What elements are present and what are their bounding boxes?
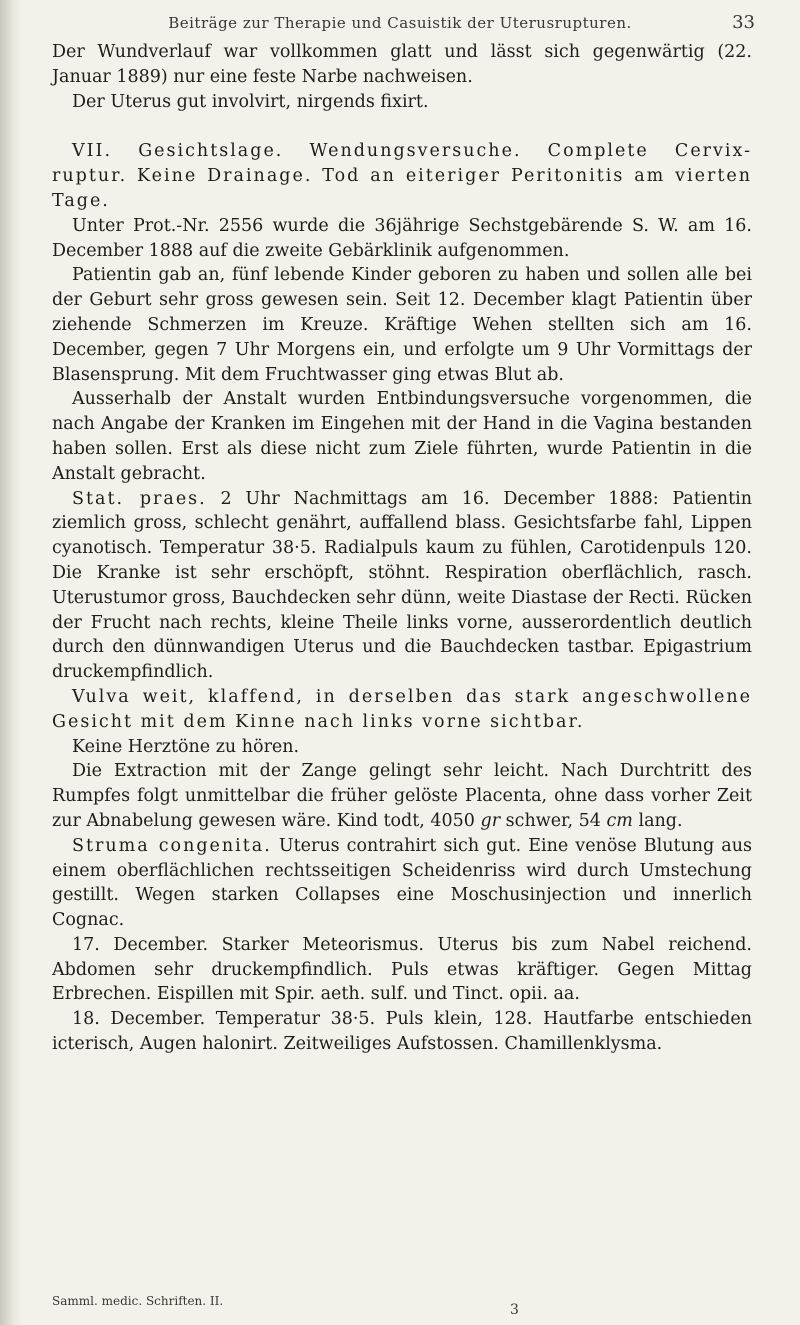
page-edge-shadow (0, 0, 22, 1325)
paragraph-extraction (52, 759, 752, 833)
unit-gram: gr (480, 810, 501, 831)
paragraph-struma (52, 834, 752, 933)
extraction-text-b: schwer, 54 (505, 810, 601, 831)
paragraph-december-17: 17. December. Starker Meteorismus. Uterus bis zum Nabel reichend. Abdomen sehr druckempfindlich. Puls etwas kräftiger. Gegen Mittag Erbrechen. Eispillen mit Spir. aeth. sulf. und Tinct. opii. aa. (52, 934, 752, 1005)
vulva-text: Vulva weit, klaffend, in derselben das stark angeschwollene Gesicht mit dem Kinne nach links vorne sichtbar. (52, 686, 752, 732)
paragraph-december-18: 18. December. Temperatur 38·5. Puls klein, 128. Hautfarbe entschieden icterisch, Augen halonirt. Zeitweiliges Aufstossen. Chamillenklysma. (52, 1009, 752, 1055)
status-praesens-text: 2 Uhr Nachmittags am 16. December 1888: Patientin ziemlich gross, schlecht genährt, auffallend blass. Gesichtsfarbe fahl, Lippen cyanotisch. Temperatur 38·5. Radialpuls kaum zu fühlen, Carotidenpuls 120. Die Kranke ist sehr erschöpft, stöhnt. Respiration oberflächlich, rasch. Uterustumor gross, Bauchdecken sehr dünn, weite Diastase der Recti. Rücken der Frucht nach rechts, kleine Theile links vorne, ausserordentlich deutlich durch den dünnwandigen Uterus und die Bauchdecken tastbar. Epigastrium druckempfindlich. (52, 488, 752, 683)
page-header (0, 14, 800, 38)
paragraph-vulva (52, 685, 752, 735)
paragraph-history: Patientin gab an, fünf lebende Kinder geboren zu haben und sollen alle bei der Geburt sehr gross gewesen sein. Seit 12. December klagt Patientin über ziehende Schmerzen im Kreuze. Kräftige Wehen stellten sich am 16. December, gegen 7 Uhr Morgens ein, und erfolgte um 9 Uhr Vormittags der Blasensprung. Mit dem Fruchtwasser ging etwas Blut ab. (52, 265, 752, 385)
series-title: Samml. medic. Schriften. II. (52, 1294, 224, 1308)
unit-centimetre: cm (606, 810, 633, 831)
paragraph-status-praesens (52, 487, 752, 685)
paragraph-heart-tones: Keine Herztöne zu hören. (72, 736, 300, 757)
paragraph-uterus-status: Der Uterus gut involvirt, nirgends fixirt. (72, 91, 429, 112)
paragraph-admission: Unter Prot.-Nr. 2556 wurde die 36jährige Sechstgebärende S. W. am 16. December 1888 auf die zweite Gebärklinik aufgenommen. (52, 215, 752, 261)
page-number: 33 (732, 12, 755, 33)
paragraph-wound-course: Der Wundverlauf war vollkommen glatt und lässt sich gegenwärtig (22. Januar 1889) nur eine feste Narbe nachweisen. (52, 42, 752, 87)
case-heading (52, 139, 752, 213)
case-heading-text: VII. Gesichtslage. Wendungsversuche. Complete Cervix-ruptur. Keine Drainage. Tod an eiteriger Peritonitis am vierten Tage. (52, 141, 752, 211)
status-praesens-lead: Stat. praes. (72, 488, 207, 509)
struma-lead: Struma congenita. (72, 835, 272, 856)
running-head: Beiträge zur Therapie und Casuistik der Uterusrupturen. (168, 14, 632, 32)
extraction-text-c: lang. (638, 810, 683, 831)
paragraph-delivery-attempts: Ausserhalb der Anstalt wurden Entbindungsversuche vorgenommen, die nach Angabe der Kranken im Eingehen mit der Hand in die Vagina bestanden haben sollen. Erst als diese nicht zum Ziele führten, wurde Patientin in die Anstalt gebracht. (52, 389, 752, 484)
body-text (52, 40, 752, 1057)
struma-text: Uterus contrahirt sich gut. Eine venöse Blutung aus einem oberflächlichen rechtsseitigen Scheidenriss wird durch Umstechung gestillt. Wegen starken Collapses eine Moschusinjection und innerlich Cognac. (52, 835, 752, 931)
page-footer (52, 1294, 752, 1324)
extraction-text-a: Die Extraction mit der Zange gelingt sehr leicht. Nach Durchtritt des Rumpfes folgt unmittelbar die früher gelöste Placenta, ohne dass vorher Zeit zur Abnabelung gewesen wäre. Kind todt, 4050 (52, 761, 752, 831)
signature-mark: 3 (510, 1302, 519, 1318)
